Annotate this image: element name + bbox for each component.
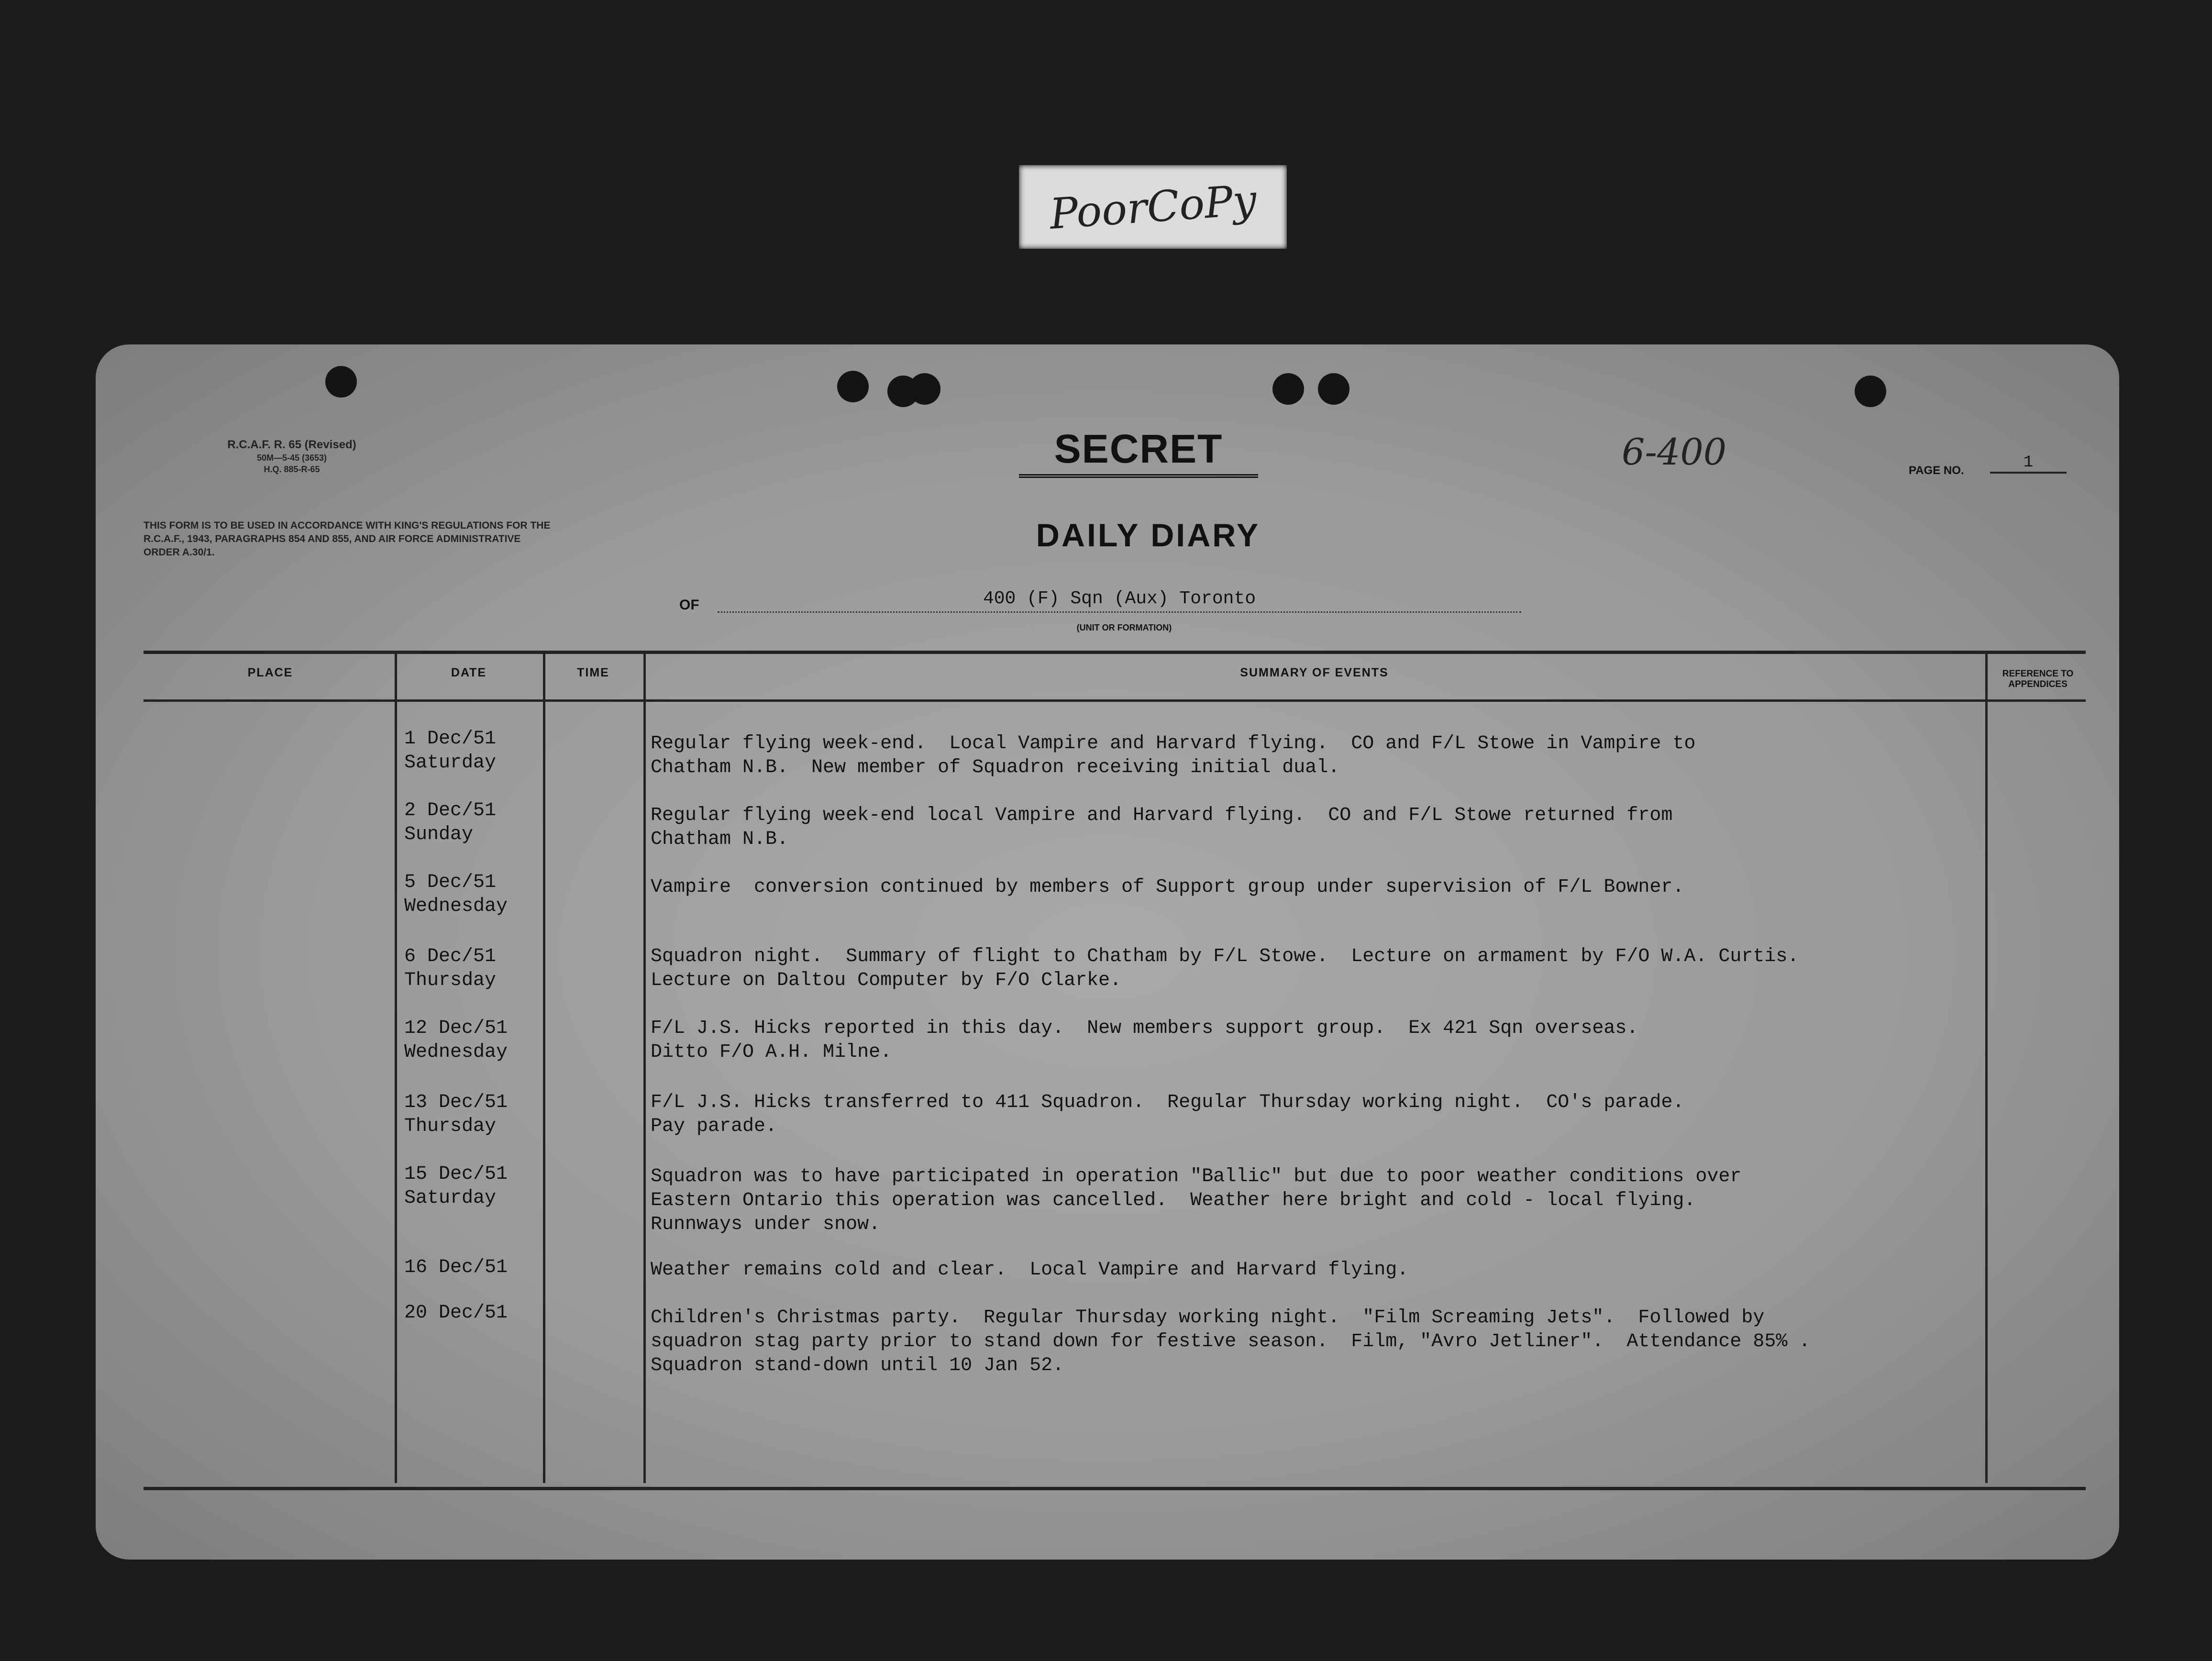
entry-date (404, 945, 548, 993)
entry-date-text: 20 Dec/51 (404, 1302, 508, 1324)
table-top-rule (144, 651, 2086, 654)
binder-hole (1272, 373, 1304, 405)
form-ref-line: 50M—5-45 (3653) (256, 453, 327, 463)
unit-caption: (UNIT OR FORMATION) (1076, 623, 1172, 632)
entry-summary: Vampire conversion continued by members of Support group under supervision of F/L Bowner. (651, 876, 1684, 898)
entry-date-text: 16 Dec/51 (404, 1257, 508, 1278)
table-bottom-rule (144, 1487, 2086, 1490)
page-title: DAILY DIARY (1036, 517, 1261, 554)
page-number-value: 1 (1990, 454, 2067, 474)
column-header-time: TIME (577, 666, 609, 679)
entry-date (404, 1301, 548, 1325)
entry-date (404, 1163, 548, 1210)
poor-copy-text: PoorCoPy (1048, 175, 1258, 239)
column-divider (643, 653, 646, 1483)
binder-hole (1855, 376, 1886, 407)
classification-heading: SECRET (1019, 426, 1258, 478)
diary-sheet (96, 344, 2119, 1560)
binder-hole (909, 373, 940, 405)
entry-date-text: 12 Dec/51 (404, 1018, 508, 1039)
page-number-label: PAGE NO. (1909, 464, 1964, 477)
entry-date (404, 1017, 548, 1064)
entry-summary: Squadron was to have participated in operation "Ballic" but due to poor weather conditions over Eastern Ontario this operation was cancelled. Weather here bright and cold - local flying. Runnways under snow. (651, 1166, 1742, 1235)
column-header-date: DATE (451, 666, 487, 679)
handwritten-file-number: 6-400 (1622, 431, 1727, 473)
entry-day-text: Saturday (404, 752, 497, 774)
poor-copy-label (1019, 165, 1287, 249)
of-label: OF (679, 597, 699, 613)
entry-date (404, 871, 548, 919)
form-usage-note: THIS FORM IS TO BE USED IN ACCORDANCE WITH KING'S REGULATIONS FOR THE R.C.A.F., 1943, PARAGRAPHS 854 AND 855, AND AIR FORCE ADMINISTRATIVE ORDER A.30/1. (144, 520, 551, 558)
entry-summary: F/L J.S. Hicks reported in this day. New members support group. Ex 421 Sqn overseas. Ditto F/O A.H. Milne. (651, 1018, 1638, 1063)
entry-date-text: 6 Dec/51 (404, 946, 497, 967)
binder-hole (1318, 373, 1349, 405)
entry-date (404, 1091, 548, 1139)
entry-day-text: Sunday (404, 824, 474, 845)
column-divider (543, 653, 545, 1483)
entry-day-text: Thursday (404, 970, 497, 991)
column-divider (395, 653, 397, 1483)
unit-name: 400 (F) Sqn (Aux) Toronto (718, 588, 1521, 613)
entry-summary: Regular flying week-end. Local Vampire and Harvard flying. CO and F/L Stowe in Vampire to Chatham N.B. New member of Squadron receiving initial dual. (651, 733, 1696, 778)
entry-date-text: 1 Dec/51 (404, 728, 497, 750)
column-header-place: PLACE (247, 666, 293, 679)
entry-summary: F/L J.S. Hicks transferred to 411 Squadron. Regular Thursday working night. CO's parade. Pay parade. (651, 1092, 1684, 1137)
entry-date (404, 1256, 548, 1280)
form-ref-line: R.C.A.F. R. 65 (Revised) (227, 438, 356, 451)
form-ref-line: H.Q. 885-R-65 (264, 465, 320, 474)
entry-summary: Squadron night. Summary of flight to Chatham by F/L Stowe. Lecture on armament by F/O W.A. Curtis. Lecture on Daltou Computer by F/O Clarke. (651, 946, 1799, 991)
entry-date-text: 5 Dec/51 (404, 872, 497, 893)
entry-summary: Weather remains cold and clear. Local Vampire and Harvard flying. (651, 1259, 1409, 1281)
entry-day-text: Saturday (404, 1187, 497, 1209)
table-header-rule (144, 699, 2086, 702)
entry-day-text: Wednesday (404, 896, 508, 917)
binder-hole (325, 366, 357, 398)
entry-date (404, 799, 548, 847)
entry-date-text: 15 Dec/51 (404, 1163, 508, 1185)
binder-hole (837, 371, 869, 402)
column-header-summary: SUMMARY OF EVENTS (1240, 666, 1389, 679)
entry-summary: Regular flying week-end local Vampire and Harvard flying. CO and F/L Stowe returned from Chatham N.B. (651, 805, 1673, 850)
form-reference (158, 438, 426, 475)
entry-date-text: 13 Dec/51 (404, 1092, 508, 1113)
column-header-reference: REFERENCE TO APPENDICES (2002, 669, 2074, 689)
entry-summary: Children's Christmas party. Regular Thursday working night. "Film Screaming Jets". Followed by squadron stag party prior to stand down for festive season. Film, "Avro Jetliner". Attendance 85% . Squadron stand-down until 10 Jan 52. (651, 1307, 1811, 1376)
entry-date (404, 727, 548, 775)
entry-date-text: 2 Dec/51 (404, 800, 497, 821)
entry-day-text: Wednesday (404, 1041, 508, 1063)
entry-day-text: Thursday (404, 1116, 497, 1137)
